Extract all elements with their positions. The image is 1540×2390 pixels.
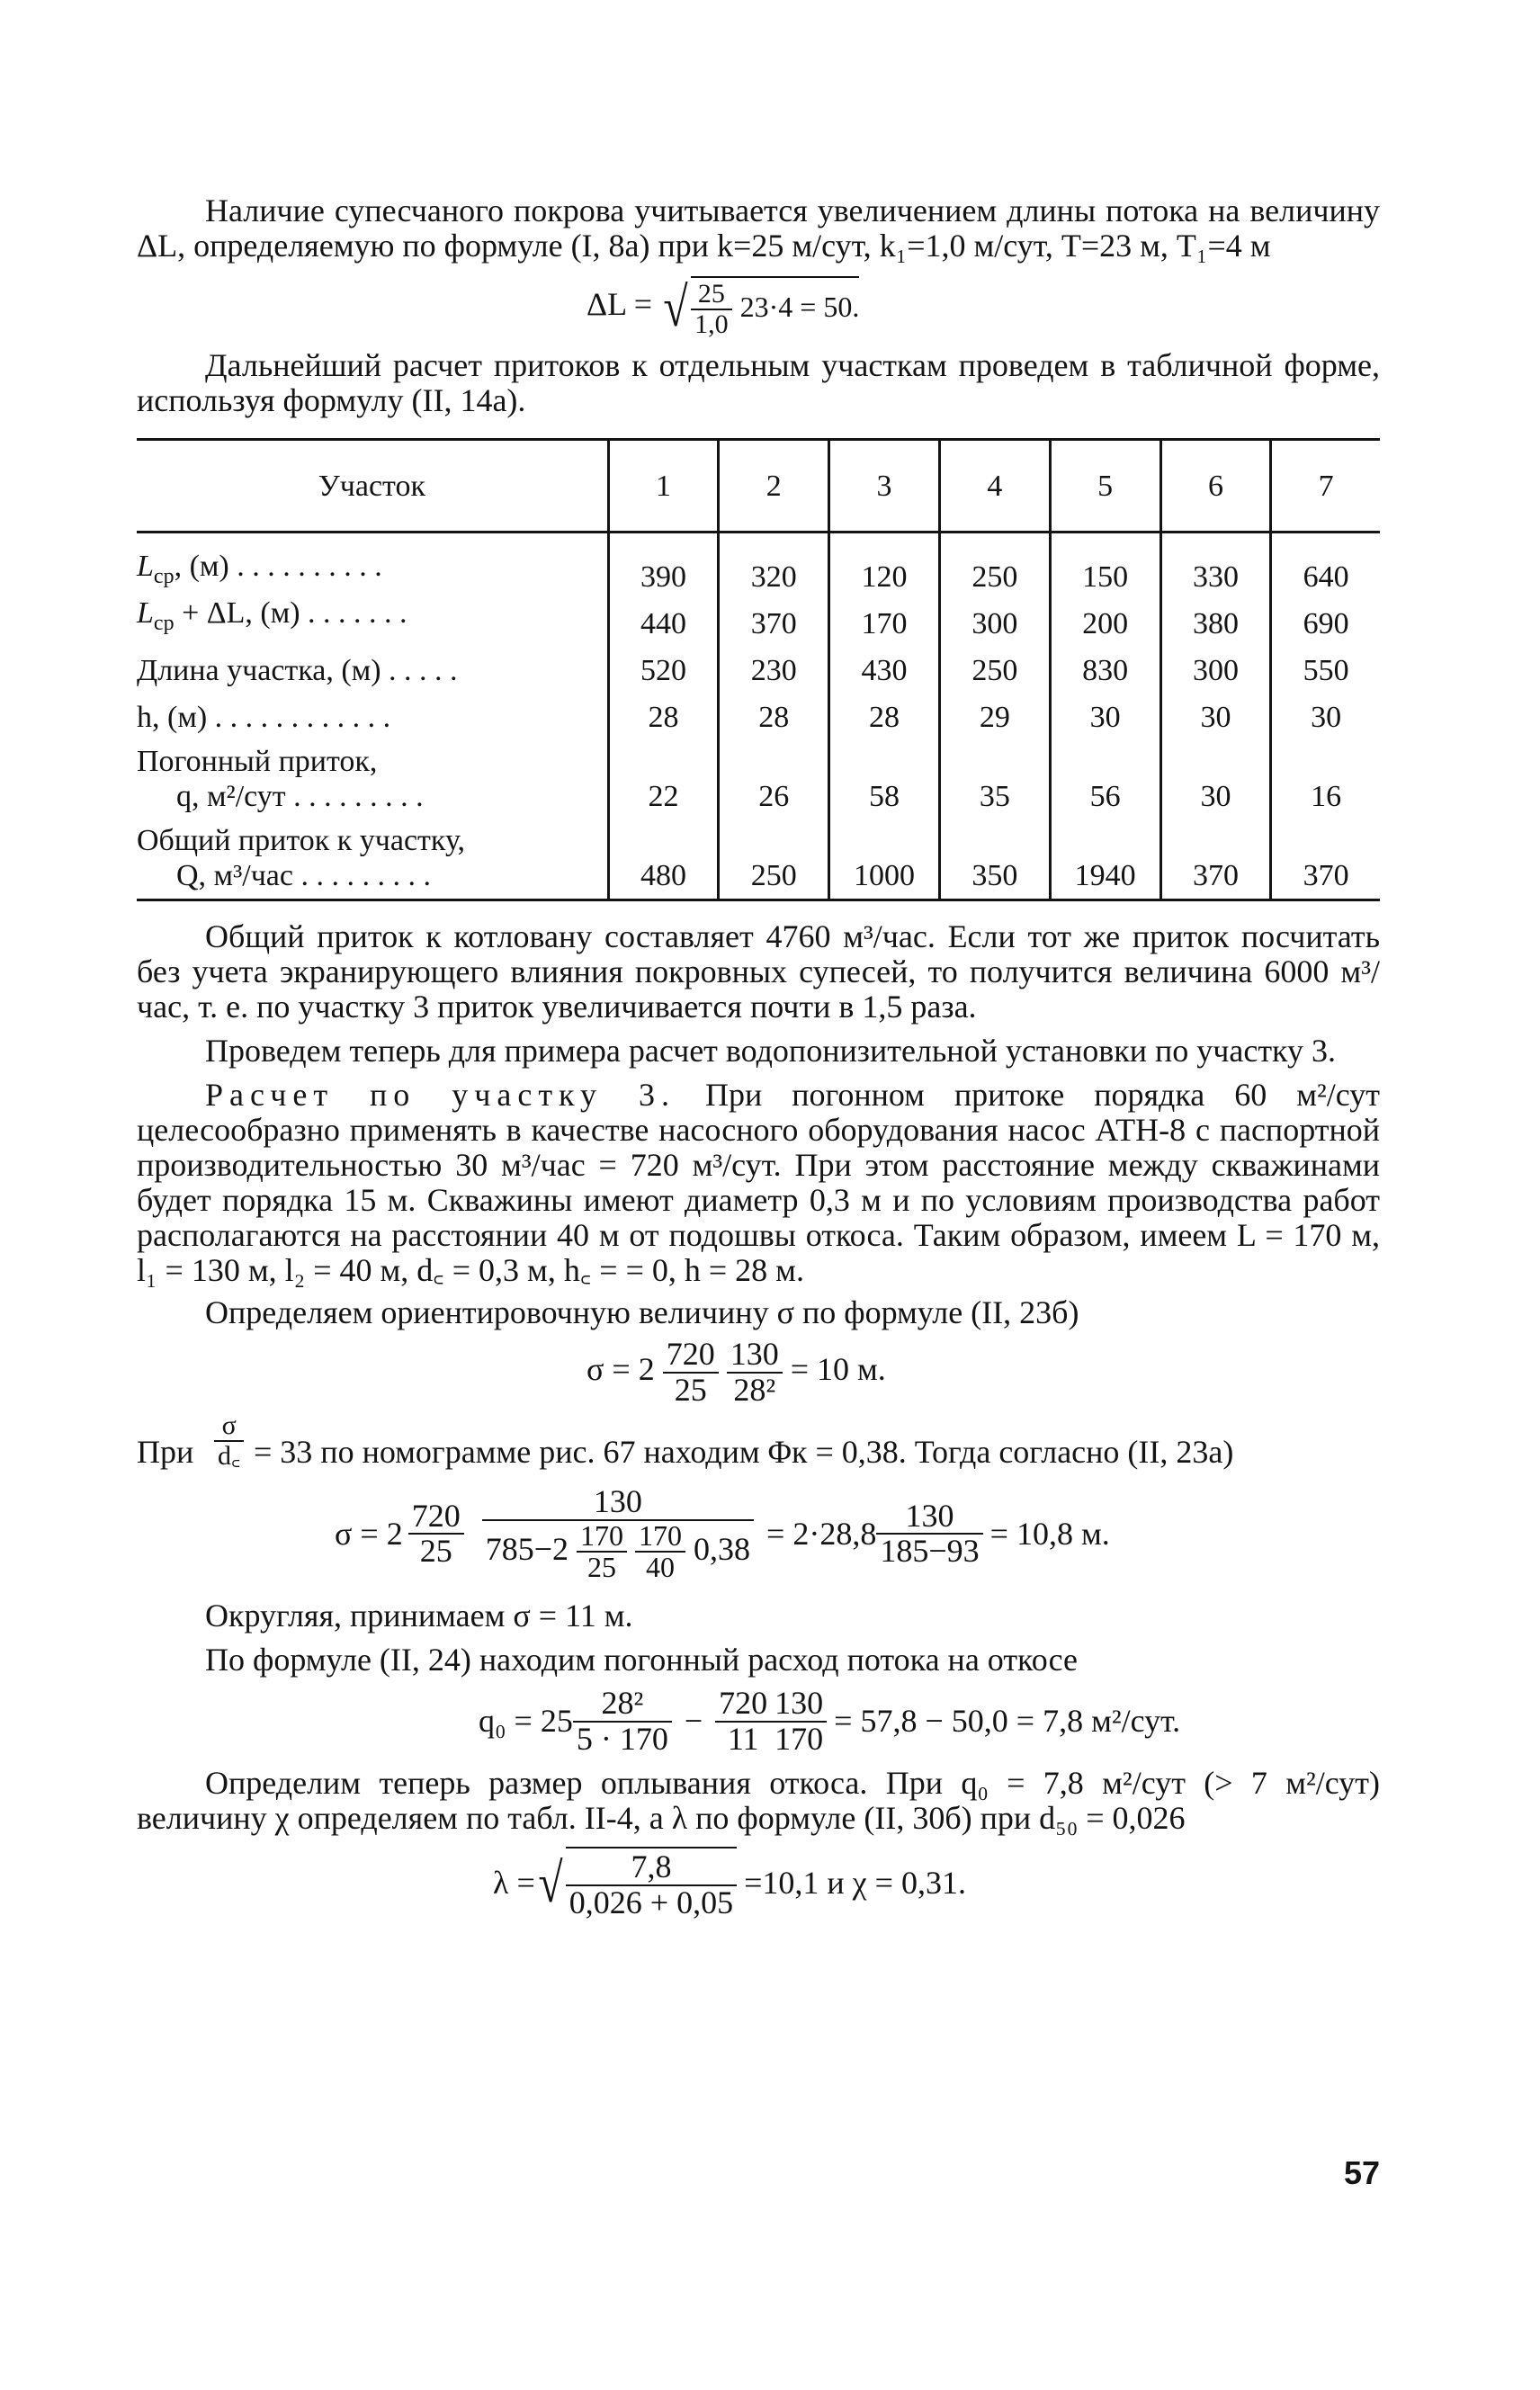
fraction: $\frac{25}{1,0}$ xyxy=(691,280,732,338)
inflow-table xyxy=(137,438,1380,901)
table-cell: 300 xyxy=(1160,641,1271,688)
table-cell: 250 xyxy=(940,641,1051,688)
row-label: $L_{ср} + \Delta L$, (м) . . . . . . . xyxy=(137,596,407,635)
paragraph-7: При $\frac{\sigma}{d꜀}$ = 33 по номограмме рис. 67 находим Φк = 0,38. Тогда согласно (II, 23а) xyxy=(137,1410,1234,1471)
row-label: Длина участка, (м) . . . . . xyxy=(137,654,458,687)
formula-q0: q₀ = 25 $\frac{\text{28²}}{5 \cdot 170}$ − $\frac{720}{11}$ $\frac{130}{170}$ = 57,8 − 50,0 = 7,8 м²/сут. xyxy=(479,1685,1181,1757)
table-header-cell: Участок xyxy=(137,440,608,533)
table-cell: 150 xyxy=(1050,533,1160,595)
paragraph-2: Дальнейший расчет притоков к отдельным участкам проведем в табличной форме, используя формулу (II, 14а). xyxy=(137,347,1380,418)
table-cell: 250 xyxy=(719,814,829,900)
fraction: 130 785−2 $\frac{170}{25}$ $\frac{170}{40}$ 0,38 xyxy=(482,1485,754,1583)
table-cell: 370 xyxy=(1271,814,1380,900)
table-header-cell: 1 xyxy=(608,440,719,533)
paragraph-6: Определяем ориентировочную величину σ по формуле (II, 23б) xyxy=(205,1294,1079,1330)
fraction: $\frac{720}{11}$ xyxy=(715,1687,771,1757)
sqrt-sign-icon: √ xyxy=(663,276,688,338)
table-cell: 830 xyxy=(1050,641,1160,688)
table-row xyxy=(137,735,1380,814)
row-label: Погонный приток, q, м²/сут . . . . . . . . . xyxy=(137,745,424,813)
fraction: $\frac{720}{25}$ xyxy=(408,1499,464,1570)
table-cell: 230 xyxy=(719,641,829,688)
table-cell: 200 xyxy=(1050,595,1160,641)
spaced-heading: Расчет по участку 3. xyxy=(205,1077,676,1113)
table-cell: 480 xyxy=(608,814,719,900)
page-body xyxy=(137,193,1380,1926)
table-cell: 16 xyxy=(1271,735,1380,814)
table-cell: 28 xyxy=(719,688,829,735)
paragraph-5: Расчет по участку 3. При погонном притоке порядка 60 м²/сут целесообразно применять в качестве насосного оборудования насос АТН-8 с паспортной производительностью 30 м³/час = 720 м³/сут. При этом расстояние между скважинами будет порядка 15 м. Скважины имеют диаметр 0,3 м и по условиям производства работ располагаются на расстоянии 40 м от подошвы откоса. Таким образом, имеем L = 170 м, l₁ = 130 м, l₂ = 40 м, d꜀ = 0,3 м, h꜀ = = 0, h = 28 м. xyxy=(137,1077,1381,1288)
table-cell: 300 xyxy=(940,595,1051,641)
formula-lambda: λ = √ $\frac{7,8}{0,026 + 0,05}$ =10,1 и χ = 0,31. xyxy=(493,1848,966,1920)
table-header-cell: 5 xyxy=(1050,440,1160,533)
table-cell: 170 xyxy=(829,595,940,641)
table-cell: 390 xyxy=(608,533,719,595)
table-cell: 56 xyxy=(1050,735,1160,814)
paragraph-9: По формуле (II, 24) находим погонный расход потока на откосе xyxy=(205,1642,1079,1678)
table-cell: 30 xyxy=(1271,688,1380,735)
table-cell: 690 xyxy=(1271,595,1380,641)
sqrt-sign-icon: √ xyxy=(538,1852,563,1914)
table-header-cell: 3 xyxy=(829,440,940,533)
table-cell: 380 xyxy=(1160,595,1271,641)
table-cell: 28 xyxy=(829,688,940,735)
table-header-cell: 6 xyxy=(1160,440,1271,533)
paragraph-10: Определим теперь размер оплывания откоса. При q₀ = 7,8 м²/сут (> 7 м²/сут) величину χ определяем по табл. II-4, а λ по формуле (II, 30б) при d₅₀ = 0,026 xyxy=(137,1765,1380,1836)
table-cell: 35 xyxy=(940,735,1051,814)
table-cell: 330 xyxy=(1160,533,1271,595)
table-cell: 30 xyxy=(1050,688,1160,735)
table-cell: 1940 xyxy=(1050,814,1160,900)
paragraph-3: Общий приток к котловану составляет 4760 м³/час. Если тот же приток посчитать без учета экранирующего влияния покровных супесей, то получится величина 6000 м³/час, т. е. по участку 3 приток увеличивается почти в 1,5 раза. xyxy=(137,918,1380,1025)
table-cell: 350 xyxy=(940,814,1051,900)
paragraph-1: Наличие супесчаного покрова учитывается увеличением длины потока на величину ΔL, определяемую по формуле (I, 8а) при k=25 м/сут, k₁=1,0 м/сут, T=23 м, T₁=4 м xyxy=(137,192,1380,264)
table-cell: 250 xyxy=(940,533,1051,595)
table-cell: 1000 xyxy=(829,814,940,900)
table-cell: 320 xyxy=(719,533,829,595)
table-cell: 640 xyxy=(1271,533,1380,595)
page-number: 57 xyxy=(1343,2154,1380,2191)
table-cell: 29 xyxy=(940,688,1051,735)
table-row xyxy=(137,595,1380,641)
paragraph-8: Округляя, принимаем σ = 11 м. xyxy=(205,1598,633,1634)
formula-lhs: ΔL = xyxy=(586,285,653,322)
fraction: $\frac{130}{170}$ xyxy=(771,1687,827,1757)
fraction: $\frac{\text{28²}}{5 \cdot 170}$ xyxy=(573,1687,672,1757)
table-cell: 520 xyxy=(608,641,719,688)
table-cell: 30 xyxy=(1160,735,1271,814)
formula-sigma-refined: σ = 2 $\frac{720}{25}$ 130 785−2 $\frac{170}{25}$ $\frac{170}{40}$ 0,38 = 2·28,8 $\frac{130}{185-93}$ = 10,8 м. xyxy=(335,1483,1110,1584)
fraction: $\frac{7,8}{0,026 + 0,05}$ xyxy=(566,1850,737,1920)
table-row xyxy=(137,533,1380,595)
formula-sigma-estimate: σ = 2 $\frac{720}{25}$ $\frac{130}{\text{28²}}$ = 10 м. xyxy=(586,1336,886,1408)
table-cell: 550 xyxy=(1271,641,1380,688)
formula-delta-l: ΔL = √ $\frac{25}{1,0}$ 23·4 = 50. xyxy=(586,276,860,339)
paragraph-4: Проведем теперь для примера расчет водопонизительной установки по участку 3. xyxy=(205,1033,1337,1069)
fraction: $\frac{130}{185-93}$ xyxy=(876,1499,982,1570)
fraction: $\frac{130}{\text{28²}}$ xyxy=(727,1338,783,1408)
table-cell: 370 xyxy=(1160,814,1271,900)
table-header-row xyxy=(137,440,1380,533)
table-cell: 22 xyxy=(608,735,719,814)
table-cell: 120 xyxy=(829,533,940,595)
table-cell: 430 xyxy=(829,641,940,688)
table-cell: 30 xyxy=(1160,688,1271,735)
table-header-cell: 4 xyxy=(940,440,1051,533)
table-header-cell: 7 xyxy=(1271,440,1380,533)
table-cell: 370 xyxy=(719,595,829,641)
table-row xyxy=(137,688,1380,735)
table-cell: 440 xyxy=(608,595,719,641)
table-row xyxy=(137,814,1380,900)
fraction: $\frac{720}{25}$ xyxy=(663,1338,719,1408)
table-row xyxy=(137,641,1380,688)
table-cell: 28 xyxy=(608,688,719,735)
table-header-cell: 2 xyxy=(719,440,829,533)
table-cell: 58 xyxy=(829,735,940,814)
fraction: $\frac{\sigma}{d꜀}$ xyxy=(214,1411,244,1470)
row-label: h, (м) . . . . . . . . . . . . xyxy=(137,701,391,734)
table-cell: 26 xyxy=(719,735,829,814)
row-label: Общий приток к участку, Q, м³/час . . . . . . . . . xyxy=(137,814,608,900)
row-label: $L_{ср}$, (м) . . . . . . . . . . xyxy=(137,550,382,588)
